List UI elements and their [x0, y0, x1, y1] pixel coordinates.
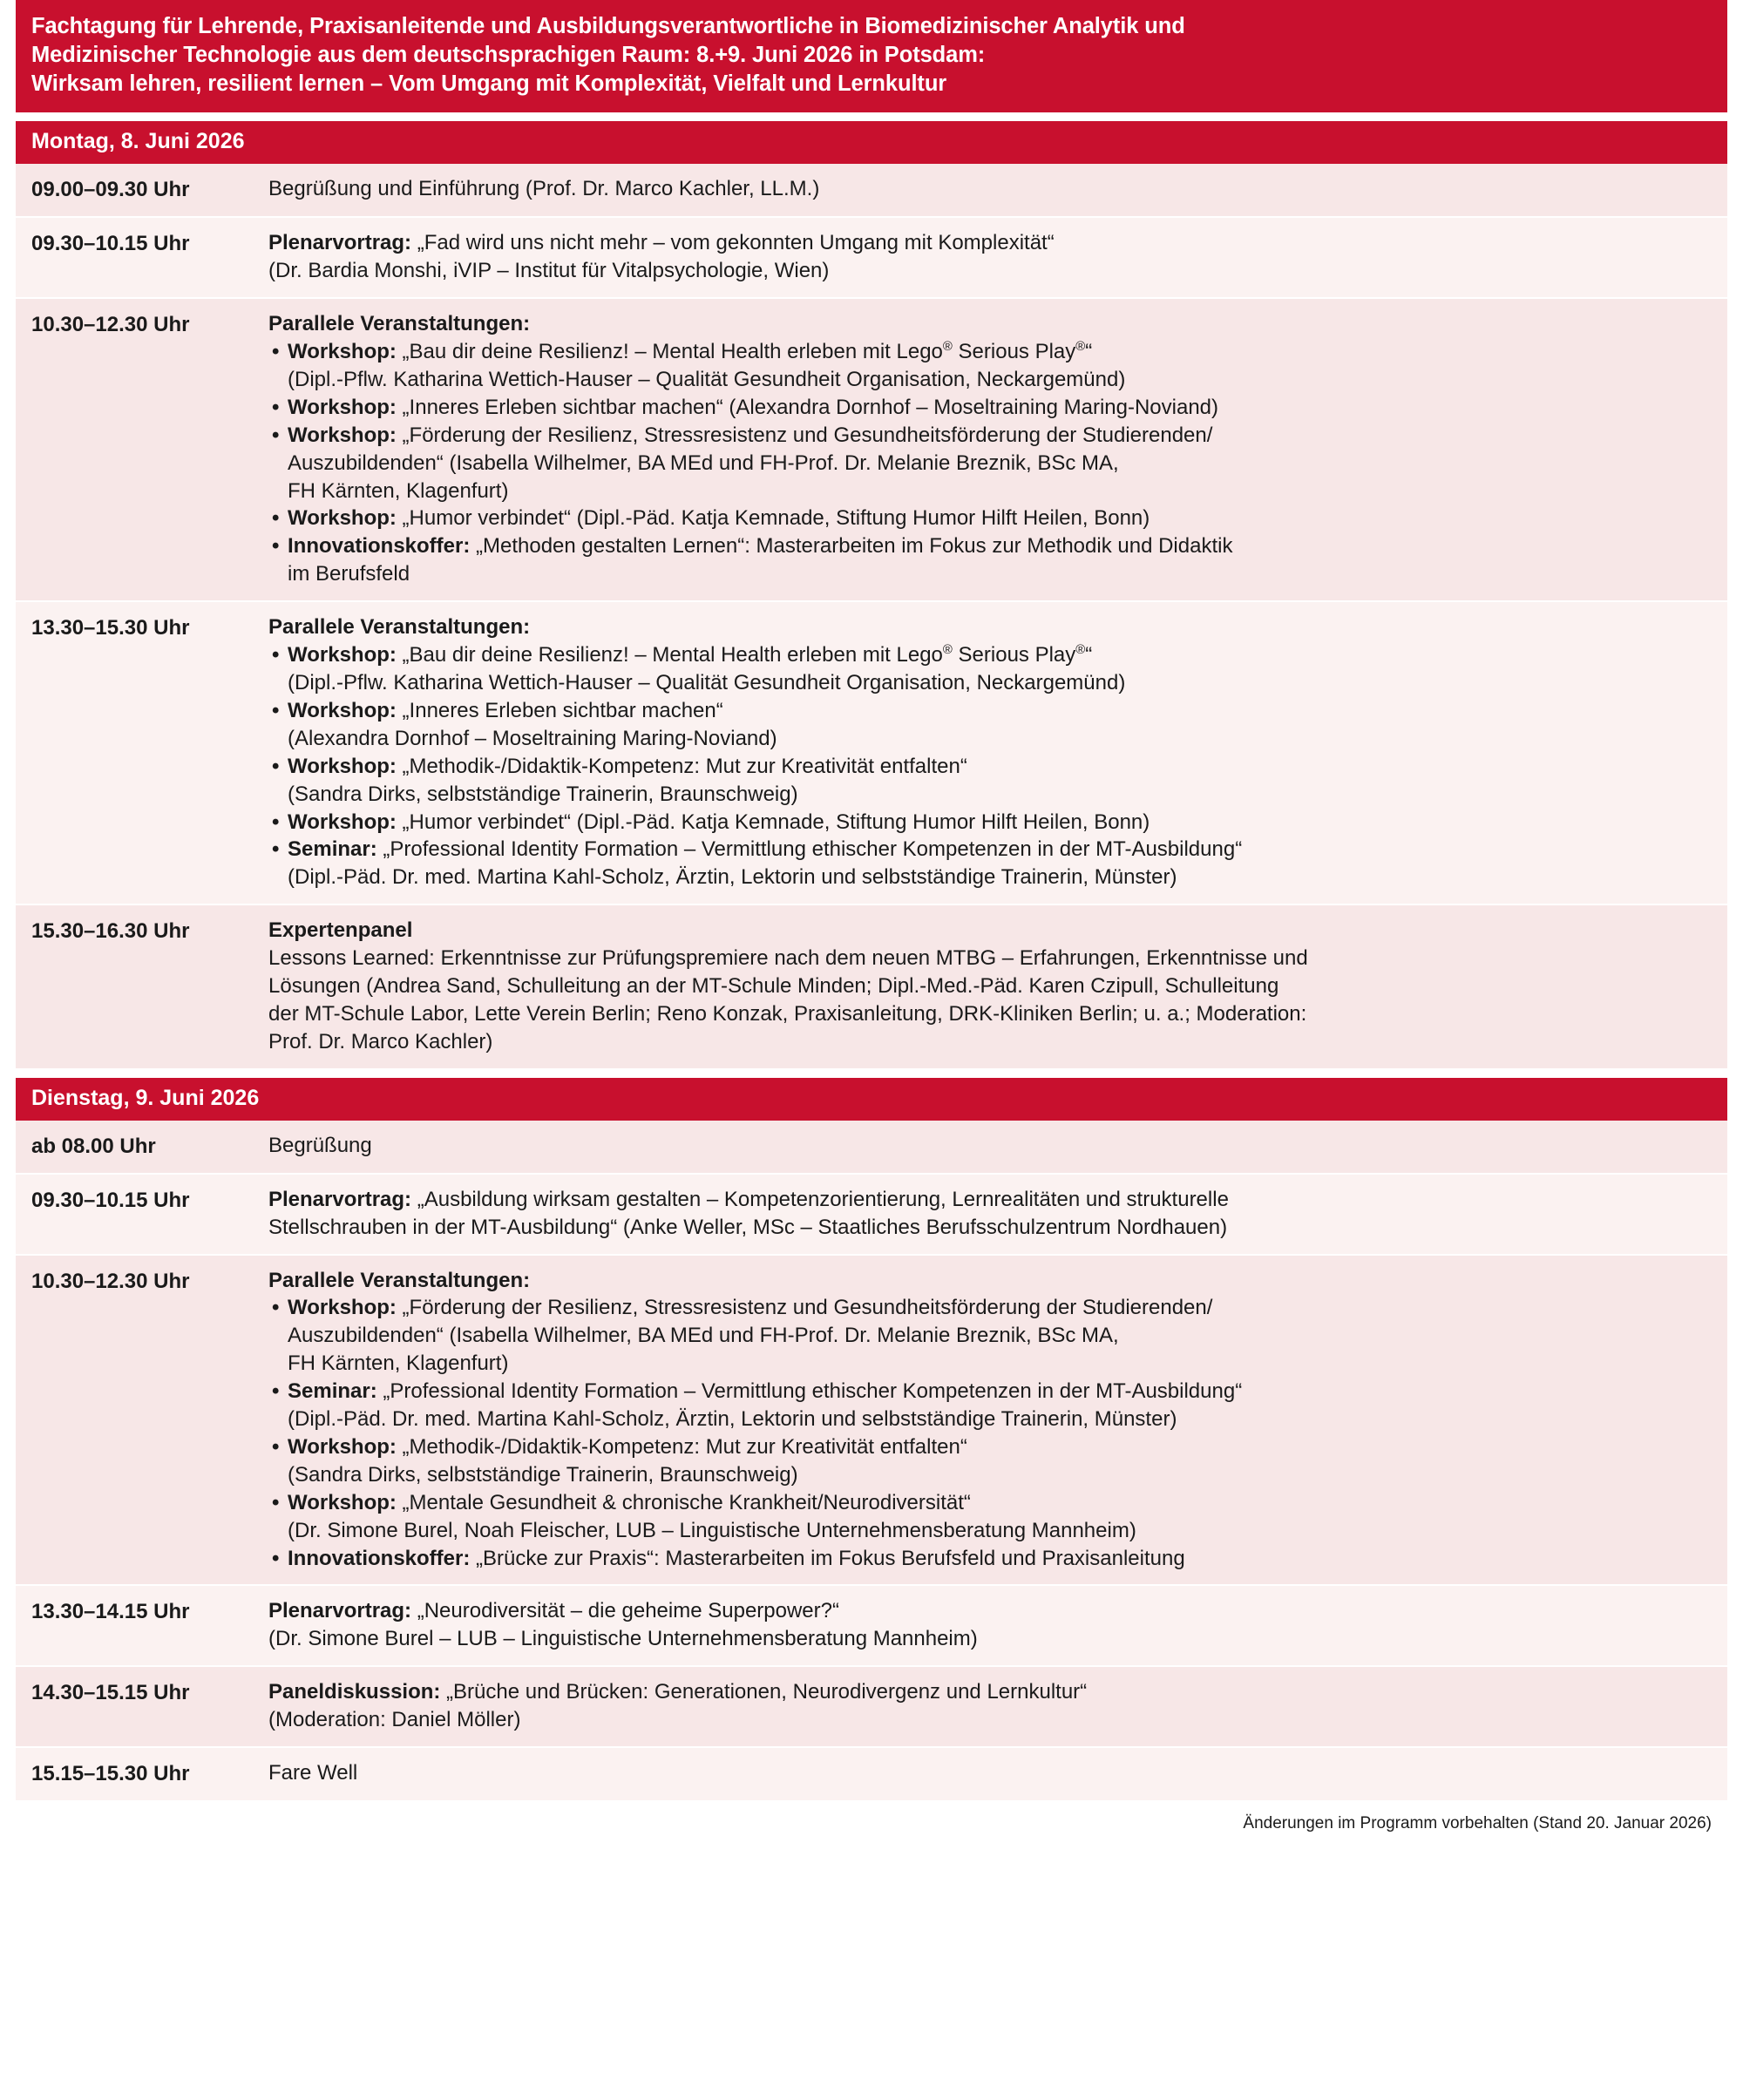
- session-line: [288, 725, 1712, 753]
- line-label: Workshop:: [288, 1296, 397, 1320]
- line-label: Expertenpanel: [268, 918, 413, 943]
- line-label: Plenarvortrag:: [268, 231, 412, 255]
- line-text: Begrüßung und Einführung (Prof. Dr. Marco Kachler, LL.M.): [268, 177, 820, 201]
- session-line: [288, 1489, 1712, 1517]
- session-line: [288, 641, 1712, 669]
- row-time: 10.30–12.30 Uhr: [31, 1269, 190, 1293]
- session-item: [268, 641, 1712, 697]
- document-title-bar: [16, 0, 1727, 112]
- line-text: Auszubildenden“ (Isabella Wilhelmer, BA MEd und FH-Prof. Dr. Melanie Breznik, BSc MA,: [288, 450, 1119, 475]
- schedule-row: [16, 1121, 1727, 1175]
- line-text: Begrüßung: [268, 1133, 372, 1157]
- content-line: [268, 175, 1712, 203]
- day-header-2: Dienstag, 9. Juni 2026: [16, 1078, 1727, 1121]
- session-item: [268, 1433, 1712, 1489]
- line-text: „Professional Identity Formation – Vermittlung ethischer Kompetenzen in der MT-Ausbildung“: [376, 837, 1243, 862]
- title-line-1: Fachtagung für Lehrende, Praxisanleitende und Ausbildungsverantwortliche in Biomedizinischer Analytik und: [31, 14, 1185, 38]
- row-time: 13.30–14.15 Uhr: [31, 1600, 190, 1624]
- row-time: 09.30–10.15 Uhr: [31, 232, 190, 256]
- row-content: [268, 1678, 1712, 1734]
- title-line-2: Medizinischer Technologie aus dem deutschsprachigen Raum: 8.+9. Juni 2026 in Potsdam:: [31, 43, 986, 68]
- content-line: [268, 1759, 1712, 1787]
- line-text: (Sandra Dirks, selbstständige Trainerin, Braunschweig): [288, 1462, 798, 1487]
- session-line: [288, 1461, 1712, 1489]
- schedule-row: [16, 1175, 1727, 1256]
- session-line: [288, 1433, 1712, 1461]
- line-text: (Dipl.-Päd. Dr. med. Martina Kahl-Scholz, Ärztin, Lektorin und selbstständige Trainerin, Münster): [288, 865, 1177, 890]
- session-line: [288, 809, 1712, 837]
- line-text: „Inneres Erleben sichtbar machen“: [396, 698, 723, 722]
- content-line: [268, 613, 1712, 641]
- line-text: „Neurodiversität – die geheime Superpower?“: [411, 1599, 839, 1623]
- session-line: [288, 697, 1712, 725]
- footer-note: Änderungen im Programm vorbehalten (Stand 20. Januar 2026): [1243, 1814, 1712, 1833]
- session-line: [288, 1350, 1712, 1378]
- line-text: Fare Well: [268, 1761, 358, 1785]
- session-line: [288, 478, 1712, 505]
- session-line: [288, 836, 1712, 864]
- line-label: Workshop:: [288, 1490, 397, 1514]
- line-text: „Bau dir deine Resilienz! – Mental Health erleben mit Lego® Serious Play®“: [396, 643, 1093, 667]
- row-content: [268, 1267, 1712, 1573]
- schedule-row: [16, 1667, 1727, 1748]
- schedule-row: [16, 1748, 1727, 1802]
- line-text: der MT-Schule Labor, Lette Verein Berlin; Reno Konzak, Praxisanleitung, DRK-Kliniken Berlin; u. a.; Moderation:: [268, 1001, 1307, 1026]
- row-time: 13.30–15.30 Uhr: [31, 616, 190, 640]
- line-text: „Inneres Erleben sichtbar machen“ (Alexandra Dornhof – Moseltraining Maring-Noviand): [396, 395, 1219, 419]
- session-list: [268, 338, 1712, 588]
- line-text: „Förderung der Resilienz, Stressresistenz und Gesundheitsförderung der Studierenden/: [396, 1296, 1213, 1320]
- row-time: 15.30–16.30 Uhr: [31, 919, 190, 944]
- line-text: (Dipl.-Päd. Dr. med. Martina Kahl-Scholz, Ärztin, Lektorin und selbstständige Trainerin, Münster): [288, 1407, 1177, 1432]
- line-text: FH Kärnten, Klagenfurt): [288, 1351, 509, 1376]
- line-label: Innovationskoffer:: [288, 534, 471, 559]
- session-line: [288, 753, 1712, 781]
- session-item: [268, 394, 1712, 422]
- content-line: [268, 310, 1712, 338]
- session-item: [268, 338, 1712, 394]
- line-text: „Methodik-/Didaktik-Kompetenz: Mut zur Kreativität entfalten“: [396, 1434, 967, 1459]
- row-content: [268, 1759, 1712, 1787]
- content-line: [268, 1000, 1712, 1028]
- line-label: Workshop:: [288, 340, 397, 364]
- line-label: Workshop:: [288, 395, 397, 419]
- session-line: [288, 1545, 1712, 1573]
- schedule-row: [16, 1256, 1727, 1587]
- line-text: „Fad wird uns nicht mehr – vom gekonnten Umgang mit Komplexität“: [411, 231, 1055, 255]
- row-content: [268, 310, 1712, 588]
- content-line: [268, 1597, 1712, 1625]
- session-line: [288, 422, 1712, 450]
- line-text: „Förderung der Resilienz, Stressresistenz und Gesundheitsförderung der Studierenden/: [396, 423, 1213, 447]
- line-text: Lösungen (Andrea Sand, Schulleitung an der MT-Schule Minden; Dipl.-Med.-Päd. Karen Czipull, Schulleitung: [268, 974, 1279, 999]
- row-time: 09.00–09.30 Uhr: [31, 178, 190, 202]
- session-item: [268, 422, 1712, 505]
- line-label: Seminar:: [288, 1379, 377, 1404]
- session-line: [288, 1406, 1712, 1433]
- line-text: „Methoden gestalten Lernen“: Masterarbeiten im Fokus zur Methodik und Didaktik: [470, 534, 1233, 559]
- line-text: FH Kärnten, Klagenfurt): [288, 478, 509, 503]
- session-list: [268, 641, 1712, 891]
- line-text: (Moderation: Daniel Möller): [268, 1708, 521, 1732]
- row-content: [268, 613, 1712, 891]
- content-line: [268, 1678, 1712, 1706]
- session-line: [288, 394, 1712, 422]
- schedule-row: [16, 299, 1727, 602]
- line-label: Workshop:: [288, 506, 397, 531]
- schedule-container: [16, 121, 1727, 1802]
- content-line: [268, 229, 1712, 257]
- content-line: [268, 1132, 1712, 1160]
- line-text: im Berufsfeld: [288, 562, 410, 586]
- content-line: [268, 1706, 1712, 1734]
- line-text: „Humor verbindet“ (Dipl.-Päd. Katja Kemnade, Stiftung Humor Hilft Heilen, Bonn): [396, 506, 1150, 531]
- content-line: [268, 257, 1712, 285]
- session-line: [288, 532, 1712, 560]
- line-label: Workshop:: [288, 810, 397, 834]
- row-time: 10.30–12.30 Uhr: [31, 313, 190, 337]
- session-item: [268, 1294, 1712, 1378]
- content-line: [268, 917, 1712, 945]
- line-label: Parallele Veranstaltungen:: [268, 1268, 531, 1292]
- session-line: [288, 338, 1712, 366]
- line-text: (Dr. Bardia Monshi, iVIP – Institut für Vitalpsychologie, Wien): [268, 259, 830, 283]
- session-item: [268, 697, 1712, 753]
- line-label: Workshop:: [288, 423, 397, 447]
- session-item: [268, 1378, 1712, 1433]
- line-label: Paneldiskussion:: [268, 1680, 441, 1704]
- row-content: [268, 917, 1712, 1056]
- session-item: [268, 753, 1712, 809]
- line-label: Workshop:: [288, 754, 397, 778]
- session-line: [288, 864, 1712, 891]
- content-line: [268, 1214, 1712, 1242]
- content-line: [268, 945, 1712, 972]
- session-line: [288, 1294, 1712, 1322]
- row-content: [268, 1186, 1712, 1242]
- line-label: Plenarvortrag:: [268, 1599, 412, 1623]
- title-line-3: Wirksam lehren, resilient lernen – Vom Umgang mit Komplexität, Vielfalt und Lernkultur: [31, 71, 947, 97]
- line-text: (Alexandra Dornhof – Moseltraining Maring-Noviand): [288, 726, 777, 750]
- line-text: „Brüche und Brücken: Generationen, Neurodivergenz und Lernkultur“: [440, 1680, 1088, 1704]
- schedule-row: [16, 905, 1727, 1070]
- row-content: [268, 175, 1712, 203]
- line-text: (Dr. Simone Burel, Noah Fleischer, LUB – Linguistische Unternehmensberatung Mannheim): [288, 1518, 1136, 1542]
- line-label: Parallele Veranstaltungen:: [268, 615, 531, 640]
- session-item: [268, 505, 1712, 532]
- row-time: 14.30–15.15 Uhr: [31, 1681, 190, 1705]
- session-line: [288, 505, 1712, 532]
- content-line: [268, 972, 1712, 1000]
- session-item: [268, 836, 1712, 891]
- line-label: Parallele Veranstaltungen:: [268, 312, 531, 336]
- row-time: 15.15–15.30 Uhr: [31, 1762, 190, 1786]
- session-line: [288, 366, 1712, 394]
- session-line: [288, 1322, 1712, 1350]
- content-line: [268, 1267, 1712, 1295]
- session-item: [268, 1545, 1712, 1573]
- row-content: [268, 1597, 1712, 1653]
- row-content: [268, 1132, 1712, 1160]
- line-text: „Ausbildung wirksam gestalten – Kompetenzorientierung, Lernrealitäten und strukturelle: [411, 1187, 1229, 1211]
- line-text: (Dr. Simone Burel – LUB – Linguistische Unternehmensberatung Mannheim): [268, 1627, 978, 1651]
- line-text: Prof. Dr. Marco Kachler): [268, 1029, 493, 1053]
- session-line: [288, 781, 1712, 809]
- line-label: Workshop:: [288, 643, 397, 667]
- session-item: [268, 809, 1712, 837]
- session-line: [288, 1378, 1712, 1406]
- line-text: (Dipl.-Pflw. Katharina Wettich-Hauser – Qualität Gesundheit Organisation, Neckargemünd): [288, 671, 1126, 695]
- schedule-row: [16, 218, 1727, 299]
- session-item: [268, 1489, 1712, 1545]
- line-text: (Dipl.-Pflw. Katharina Wettich-Hauser – Qualität Gesundheit Organisation, Neckargemünd): [288, 367, 1126, 391]
- session-line: [288, 669, 1712, 697]
- content-line: [268, 1186, 1712, 1214]
- schedule-row: [16, 164, 1727, 218]
- line-label: Plenarvortrag:: [268, 1187, 412, 1211]
- session-line: [288, 1517, 1712, 1545]
- session-line: [288, 450, 1712, 478]
- line-text: „Methodik-/Didaktik-Kompetenz: Mut zur Kreativität entfalten“: [396, 754, 967, 778]
- line-label: Seminar:: [288, 837, 377, 862]
- session-list: [268, 1294, 1712, 1572]
- content-line: [268, 1028, 1712, 1056]
- line-text: Stellschrauben in der MT-Ausbildung“ (Anke Weller, MSc – Staatliches Berufsschulzentrum Nordhauen): [268, 1215, 1228, 1239]
- line-text: (Sandra Dirks, selbstständige Trainerin, Braunschweig): [288, 782, 798, 806]
- line-text: Auszubildenden“ (Isabella Wilhelmer, BA MEd und FH-Prof. Dr. Melanie Breznik, BSc MA,: [288, 1324, 1119, 1348]
- line-text: „Brücke zur Praxis“: Masterarbeiten im Fokus Berufsfeld und Praxisanleitung: [470, 1546, 1185, 1570]
- schedule-row: [16, 602, 1727, 905]
- line-text: Lessons Learned: Erkenntnisse zur Prüfungspremiere nach dem neuen MTBG – Erfahrungen, Erkenntnisse und: [268, 946, 1308, 971]
- session-item: [268, 532, 1712, 588]
- content-line: [268, 1625, 1712, 1653]
- line-label: Innovationskoffer:: [288, 1546, 471, 1570]
- line-text: „Mentale Gesundheit & chronische Krankheit/Neurodiversität“: [396, 1490, 971, 1514]
- row-content: [268, 229, 1712, 285]
- line-text: „Bau dir deine Resilienz! – Mental Health erleben mit Lego® Serious Play®“: [396, 340, 1093, 364]
- line-label: Workshop:: [288, 698, 397, 722]
- session-line: [288, 560, 1712, 588]
- day-header-1: Montag, 8. Juni 2026: [16, 121, 1727, 164]
- row-time: ab 08.00 Uhr: [31, 1134, 156, 1158]
- schedule-row: [16, 1586, 1727, 1667]
- line-text: „Humor verbindet“ (Dipl.-Päd. Katja Kemnade, Stiftung Humor Hilft Heilen, Bonn): [396, 810, 1150, 834]
- line-text: „Professional Identity Formation – Vermittlung ethischer Kompetenzen in der MT-Ausbildung“: [376, 1379, 1243, 1404]
- line-label: Workshop:: [288, 1434, 397, 1459]
- row-time: 09.30–10.15 Uhr: [31, 1188, 190, 1212]
